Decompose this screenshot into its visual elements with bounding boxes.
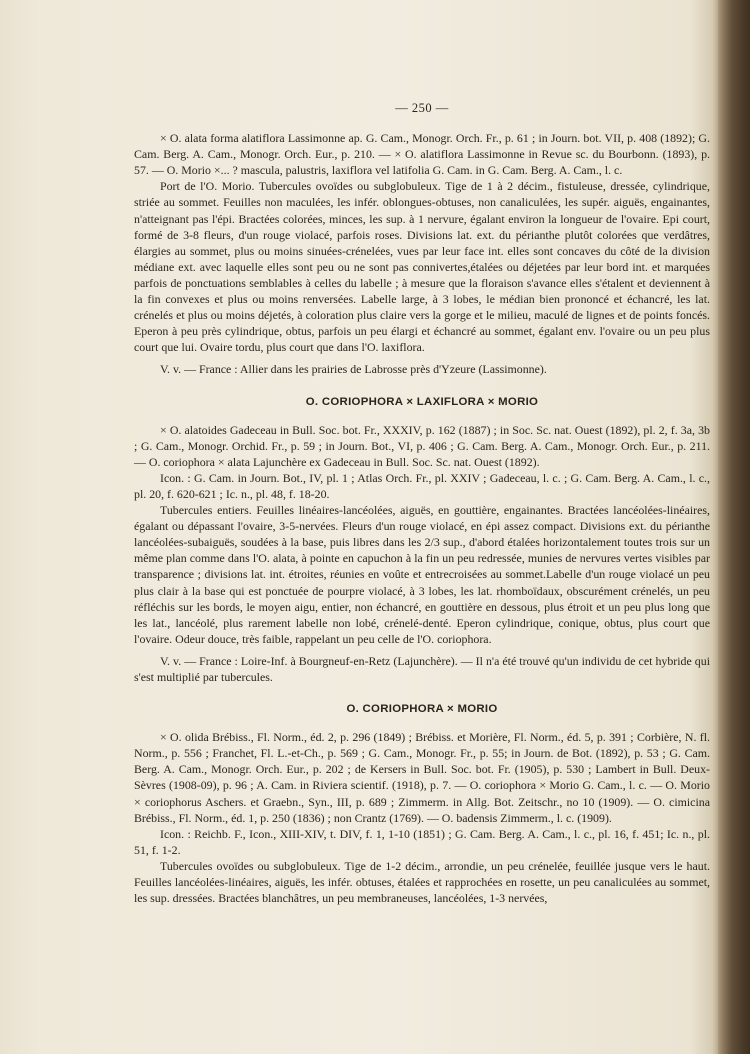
document-page [134,100,710,906]
synonymy-alatiflora: × O. alata forma alatiflora Lassimonne ap. G. Cam., Monogr. Orch. Fr., p. 61 ; in Journ. bot. VII, p. 408 (1892); G. Cam. Berg. A. Cam., Monogr. Orch. Eur., p. 210. — × O. alatiflora Lassimonne in Revue sc. du Bourbonn. (1893), p. 57. — O. Morio ×... ? mascula, palustris, laxiflora vel latifolia G. Cam. in G. Cam. Berg. A. Cam., l. c. [134,131,710,178]
section-heading-coriophora-laxiflora-morio: O. CORIOPHORA × LAXIFLORA × MORIO [305,395,539,408]
page-number: — 250 — [395,101,449,115]
description-alatiflora: Port de l'O. Morio. Tubercules ovoïdes ou subglobuleux. Tige de 1 à 2 décim., fistuleuse, dressée, cylindrique, striée au sommet. Feuilles non maculées, les infér. oblongues-obtuses, non canaliculées, les supér. aiguës, engainantes, n'atteignant pas l'épi. Bractées colorées, minces, les sup. à 1 nervure, égalant environ la longueur de l'ovaire. Epi court, formé de 3-8 fleurs, d'un rouge violacé, parfois roses. Divisions lat. ext. du périanthe plutôt colorées que verdâtres, élargies au sommet, plus ou moins sinuées-crénelées, vues par leur face int. elles sont concaves du côté de la division médiane ext. avec laquelle elles sont peu ou ne sont pas connivertes,étalées ou déjetées par leur bord int. et marquées parfois de ponctuations semblables à celles du labelle ; à mesure que la floraison s'avance elles s'étalent et deviennent à la fin convexes et plus ou moins renversées. Labelle large, à 3 lobes, le médian bien prononcé et échancré, les lat. crénelés et plus ou moins déjetés, à coloration plus claire vers la gorge et le milieu, maculé de lignes et de points foncés. Eperon à peu près cylindrique, obtus, parfois un peu élargi et échancré au sommet, égalant env. l'ovaire ou un peu plus court que lui. Ovaire tordu, plus court que dans l'O. laxiflora. [134,179,710,355]
section-heading-coriophora-morio: O. CORIOPHORA × MORIO [346,703,498,716]
book-spine-shadow [718,0,750,1054]
iconography-alatoides: Icon. : G. Cam. in Journ. Bot., IV, pl. 1 ; Atlas Orch. Fr., pl. XXIV ; Gadeceau, l. c. ; G. Cam. Berg. A. Cam., l. c., pl. 20, f. 620-621 ; Ic. n., pl. 48, f. 18-20. [134,470,710,501]
synonymy-alatoides: × O. alatoides Gadeceau in Bull. Soc. bot. Fr., XXXIV, p. 162 (1887) ; in Soc. Sc. nat. Ouest (1892), pl. 2, f. 3a, 3b ; G. Cam., Monogr. Orchid. Fr., p. 59 ; in Journ. Bot., VI, p. 406 ; G. Cam. Berg. A. Cam., Monogr. Orch. Eur., p. 211. — O. coriophora × alata Lajunchère ex Gadeceau in Bull. Soc. Sc. nat. Ouest (1892). [134,422,710,469]
synonymy-olida: × O. olida Brébiss., Fl. Norm., éd. 2, p. 296 (1849) ; Brébiss. et Morière, Fl. Norm., éd. 5, p. 391 ; Corbière, N. fl. Norm., p. 556 ; Franchet, Fl. L.-et-Ch., p. 569 ; G. Cam., Monogr. Fr., p. 55; in Journ. de Bot. (1892), p. 53 ; G. Cam. Berg. A. Cam., Monogr. Orch. Eur., p. 202 ; de Kersers in Bull. Soc. bot. Fr. (1905), p. 530 ; Lambert in Bull. Deux-Sèvres (1908-09), p. 96 ; A. Cam. in Riviera scientif. (1918), p. 7. — O. coriophora × Morio G. Cam., l. c. — O. Morio × coriophorus Aschers. et Graebn., Syn., III, p. 689 ; Zimmerm. in Allg. Bot. Zeitschr., no 10 (1909). — O. cimicina Brébiss., Fl. Norm., éd. 1, p. 250 (1836) ; non Crantz (1769). — O. badensis Zimmerm., l. c. (1909). [134,730,710,825]
locality-alatoides: V. v. — France : Loire-Inf. à Bourgneuf-en-Retz (Lajunchère). — Il n'a été trouvé qu'un individu de cet hybride qui s'est multiplié par tubercules. [134,653,710,684]
iconography-olida: Icon. : Reichb. F., Icon., XIII-XIV, t. DIV, f. 1, 1-10 (1851) ; G. Cam. Berg. A. Cam., l. c., pl. 16, f. 451; Ic. n., pl. 51, f. 1-2. [134,826,710,857]
description-alatoides: Tubercules entiers. Feuilles linéaires-lancéolées, aiguës, en gouttière, engainantes. Bractées lancéolées-linéaires, égalant ou dépassant l'ovaire, 3-5-nervées. Fleurs d'un rouge violacé, en épi assez compact. Divisions ext. du périanthe lancéolées-subaiguës, soudées à la base, puis libres dans les 2/3 sup., d'abord étalées horizontalement toutes trois sur un même plan comme dans l'O. alata, à pointe en capuchon à la fin un peu redressée, munies de nervures vertes visibles par transparence ; divisions lat. int. étroites, réunies en voûte et entrecroisées au sommet.Labelle d'un rouge violacé un peu plus clair à la base qui est ponctuée de pourpre violacé, à 3 lobes, les lat. rhomboïdaux, obscurément crénelés, un peu réfléchis sur les bords, le moyen aigu, entier, non échancré, en gouttière en dessous, plus étroit et un peu plus long que les lat., lancéolé, plus rarement labelle non lobé, crénelé-denté. Eperon cylindrique, conique, obtus, plus court que l'ovaire. Odeur douce, très faible, rappelant un peu celle de l'O. coriophora. [134,503,710,646]
description-olida: Tubercules ovoïdes ou subglobuleux. Tige de 1-2 décim., arrondie, un peu crénelée, feuillée jusque vers le haut. Feuilles lancéolées-linéaires, aiguës, les infér. obtuses, étalées et rapprochées en rosette, un peu canaliculées au sommet, les sup. dressées. Bractées blanchâtres, un peu membraneuses, lancéolées, 1-3 nervées, [134,858,710,906]
locality-alatiflora: V. v. — France : Allier dans les prairies de Labrosse près d'Yzeure (Lassimonne). [160,362,547,377]
